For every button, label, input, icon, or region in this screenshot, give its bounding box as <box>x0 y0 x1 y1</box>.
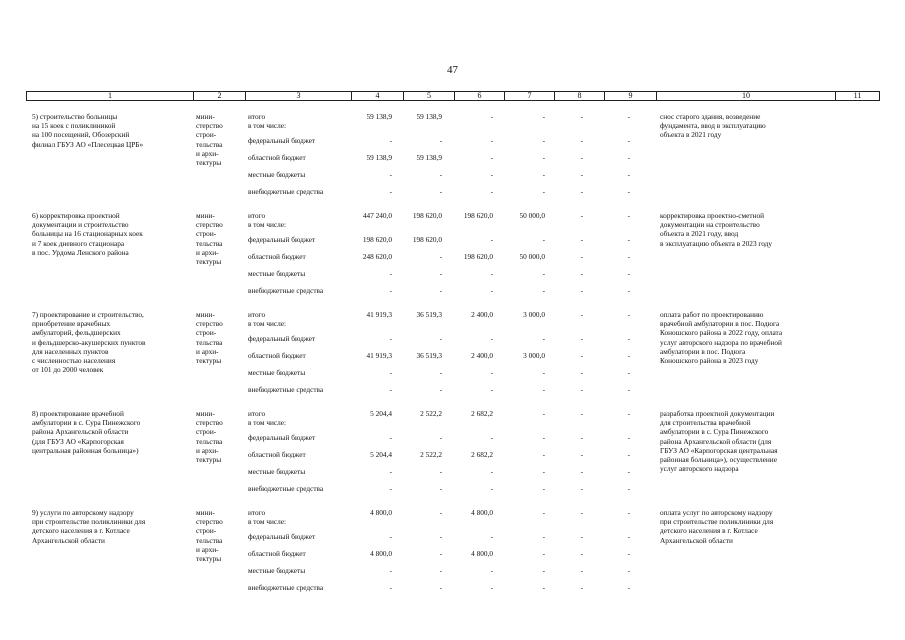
funding-value: - <box>627 467 630 476</box>
table-row <box>26 409 880 504</box>
funding-source-label: местные бюджеты <box>248 566 306 575</box>
funding-value: - <box>490 112 493 121</box>
funding-value: - <box>627 566 630 575</box>
funding-value: - <box>389 187 392 196</box>
funding-value: - <box>439 433 442 442</box>
funding-value: - <box>490 153 493 162</box>
header-col-4: 4 <box>351 92 403 100</box>
funding-value: - <box>439 334 442 343</box>
funding-value: - <box>542 566 545 575</box>
funding-value: - <box>627 235 630 244</box>
funding-value: - <box>542 136 545 145</box>
funding-value: 5 204,4 <box>370 409 392 418</box>
funding-value: - <box>580 351 583 360</box>
funding-value: 2 400,0 <box>471 310 493 319</box>
funding-value: - <box>389 433 392 442</box>
funding-value: - <box>439 170 442 179</box>
funding-source-label: местные бюджеты <box>248 368 306 377</box>
funding-value: - <box>542 409 545 418</box>
funding-source-label: областной бюджет <box>248 351 306 360</box>
funding-value: - <box>627 508 630 517</box>
header-col-2: 2 <box>193 92 245 100</box>
funding-value: - <box>389 484 392 493</box>
funding-value: - <box>627 170 630 179</box>
funding-value: - <box>627 310 630 319</box>
measure-name: 7) проектирование и строительство, приобретение врачебных амбулаторий, фельдшерских и фельдшерско-акушерских пунктов для населенных пунктов с численностью населения от 101 до 2000 человек <box>32 310 146 375</box>
funding-value: - <box>490 187 493 196</box>
funding-value: 447 240,0 <box>362 211 392 220</box>
funding-value: 36 519,3 <box>416 310 442 319</box>
funding-value: - <box>439 269 442 278</box>
funding-value: - <box>490 286 493 295</box>
funding-value: - <box>580 583 583 592</box>
funding-value: - <box>389 385 392 394</box>
funding-value: - <box>389 170 392 179</box>
funding-value: - <box>580 508 583 517</box>
funding-value: - <box>542 508 545 517</box>
measure-name: 8) проектирование врачебной амбулатории в с. Сура Пинежского района Архангельской области (для ГБУЗ АО «Карпогорская центральная районная больница») <box>32 409 141 455</box>
funding-source-label: итого в том числе: <box>248 112 287 130</box>
funding-value: - <box>580 450 583 459</box>
funding-value: - <box>439 508 442 517</box>
funding-source-label: областной бюджет <box>248 450 306 459</box>
funding-value: 50 000,0 <box>519 252 545 261</box>
funding-value: - <box>490 235 493 244</box>
funding-value: - <box>580 269 583 278</box>
funding-value: - <box>389 583 392 592</box>
funding-value: - <box>389 269 392 278</box>
funding-source-label: внебюджетные средства <box>248 286 324 295</box>
funding-value: - <box>580 310 583 319</box>
expected-result: разработка проектной документации для строительства врачебной амбулатории в с. Сура Пинежского района Архангельской области (для ГБУЗ АО «Карпогорская центральная районная больница»), осуществление услуг авторского надзора <box>660 409 778 474</box>
funding-source-label: внебюджетные средства <box>248 187 324 196</box>
funding-value: - <box>627 433 630 442</box>
funding-value: - <box>439 286 442 295</box>
funding-source-label: федеральный бюджет <box>248 334 316 343</box>
funding-source-label: федеральный бюджет <box>248 235 316 244</box>
measure-name: 9) услуги по авторскому надзору при строительстве поликлиники для детского населения в г. Котласе Архангельской области <box>32 508 146 545</box>
funding-value: 41 919,3 <box>366 310 392 319</box>
table-row <box>26 112 880 207</box>
funding-value: - <box>389 286 392 295</box>
funding-value: - <box>389 467 392 476</box>
table-row <box>26 211 880 306</box>
funding-value: - <box>627 286 630 295</box>
funding-source-label: местные бюджеты <box>248 269 306 278</box>
funding-value: - <box>439 467 442 476</box>
funding-value: - <box>490 368 493 377</box>
measure-name: 6) корректировка проектной документации и строительство больницы на 16 стационарных коек и 7 коек дневного стационара в пос. Урдома Ленского района <box>32 211 143 257</box>
funding-value: - <box>580 368 583 377</box>
funding-source-label: внебюджетные средства <box>248 484 324 493</box>
funding-value: - <box>580 385 583 394</box>
measure-name: 5) строительство больницы на 15 коек с поликлиникой на 100 посещений, Обозерский филиал ГБУЗ АО «Плесецкая ЦРБ» <box>32 112 144 149</box>
funding-value: 59 138,9 <box>366 112 392 121</box>
funding-value: - <box>389 136 392 145</box>
funding-value: - <box>439 187 442 196</box>
table-row <box>26 508 880 603</box>
expected-result: снос старого здания, возведение фундамента, ввод в эксплуатацию объекта в 2021 году <box>660 112 766 140</box>
header-col-3: 3 <box>245 92 351 100</box>
funding-value: - <box>542 334 545 343</box>
funding-value: - <box>490 269 493 278</box>
funding-value: 36 519,3 <box>416 351 442 360</box>
funding-value: 50 000,0 <box>519 211 545 220</box>
funding-value: 2 522,2 <box>420 409 442 418</box>
funding-value: - <box>542 269 545 278</box>
funding-source-label: местные бюджеты <box>248 170 306 179</box>
funding-value: - <box>580 235 583 244</box>
header-col-7: 7 <box>504 92 554 100</box>
funding-source-label: внебюджетные средства <box>248 385 324 394</box>
funding-source-label: областной бюджет <box>248 153 306 162</box>
funding-value: - <box>580 187 583 196</box>
funding-value: - <box>542 433 545 442</box>
funding-value: 198 620,0 <box>412 235 442 244</box>
funding-value: 41 919,3 <box>366 351 392 360</box>
funding-value: - <box>490 136 493 145</box>
funding-value: 2 400,0 <box>471 351 493 360</box>
funding-value: - <box>439 136 442 145</box>
funding-value: - <box>389 334 392 343</box>
funding-value: - <box>439 566 442 575</box>
funding-source-label: местные бюджеты <box>248 467 306 476</box>
funding-value: 59 138,9 <box>416 153 442 162</box>
funding-value: - <box>542 286 545 295</box>
funding-value: - <box>580 467 583 476</box>
header-col-1: 1 <box>108 91 112 100</box>
funding-value: - <box>580 153 583 162</box>
funding-value: - <box>542 450 545 459</box>
funding-value: - <box>580 334 583 343</box>
funding-value: - <box>627 484 630 493</box>
funding-value: 198 620,0 <box>412 211 442 220</box>
funding-value: - <box>627 187 630 196</box>
funding-value: 4 800,0 <box>471 549 493 558</box>
funding-value: - <box>627 450 630 459</box>
funding-value: 4 800,0 <box>370 549 392 558</box>
funding-value: - <box>627 532 630 541</box>
funding-value: - <box>389 566 392 575</box>
funding-value: - <box>627 252 630 261</box>
header-col-10: 10 <box>656 92 835 100</box>
funding-value: - <box>542 235 545 244</box>
funding-value: - <box>580 409 583 418</box>
funding-value: 5 204,4 <box>370 450 392 459</box>
header-col-11: 11 <box>835 92 879 100</box>
funding-value: - <box>490 385 493 394</box>
funding-value: - <box>580 112 583 121</box>
funding-value: - <box>439 368 442 377</box>
funding-value: - <box>627 409 630 418</box>
header-col-9: 9 <box>604 92 656 100</box>
funding-value: - <box>542 112 545 121</box>
funding-value: - <box>627 269 630 278</box>
funding-value: - <box>627 385 630 394</box>
funding-value: - <box>439 484 442 493</box>
funding-value: - <box>580 566 583 575</box>
funding-value: 4 800,0 <box>370 508 392 517</box>
funding-value: - <box>627 549 630 558</box>
funding-value: 2 682,2 <box>471 409 493 418</box>
funding-value: - <box>542 484 545 493</box>
funding-value: 198 620,0 <box>362 235 392 244</box>
funding-value: - <box>542 153 545 162</box>
funding-source-label: итого в том числе: <box>248 409 287 427</box>
funding-value: - <box>439 252 442 261</box>
funding-value: - <box>439 583 442 592</box>
header-col-8: 8 <box>554 92 604 100</box>
funding-value: - <box>627 334 630 343</box>
funding-value: - <box>580 252 583 261</box>
page-number: 47 <box>447 64 458 76</box>
funding-value: 3 000,0 <box>523 310 545 319</box>
funding-value: - <box>580 484 583 493</box>
funding-source-label: итого в том числе: <box>248 508 287 526</box>
funding-value: - <box>627 368 630 377</box>
funding-value: - <box>580 549 583 558</box>
funding-value: 198 620,0 <box>463 211 493 220</box>
funding-source-label: областной бюджет <box>248 549 306 558</box>
funding-value: 3 000,0 <box>523 351 545 360</box>
funding-value: - <box>627 153 630 162</box>
funding-value: - <box>490 467 493 476</box>
funding-value: 59 138,9 <box>366 153 392 162</box>
expected-result: оплата услуг по авторскому надзору при строительстве поликлиники для детского населения в г. Котласе Архангельской области <box>660 508 774 545</box>
funding-value: - <box>627 136 630 145</box>
funding-source-label: итого в том числе: <box>248 211 287 229</box>
funding-value: 2 522,2 <box>420 450 442 459</box>
funding-value: - <box>580 211 583 220</box>
funding-source-label: областной бюджет <box>248 252 306 261</box>
funding-value: - <box>490 583 493 592</box>
funding-value: - <box>439 549 442 558</box>
responsible-executor: мини- стерство строи- тельства и архи- тектуры <box>196 112 223 168</box>
funding-value: - <box>542 170 545 179</box>
funding-value: - <box>389 368 392 377</box>
funding-value: - <box>542 549 545 558</box>
table-row <box>26 310 880 405</box>
funding-value: - <box>580 433 583 442</box>
funding-value: - <box>542 385 545 394</box>
funding-value: 198 620,0 <box>463 252 493 261</box>
responsible-executor: мини- стерство строи- тельства и архи- тектуры <box>196 508 223 564</box>
funding-value: - <box>490 484 493 493</box>
funding-value: - <box>627 583 630 592</box>
header-col-5: 5 <box>403 92 454 100</box>
funding-value: 248 620,0 <box>362 252 392 261</box>
funding-value: - <box>389 532 392 541</box>
funding-value: - <box>542 583 545 592</box>
responsible-executor: мини- стерство строи- тельства и архи- тектуры <box>196 310 223 366</box>
expected-result: оплата работ по проектированию врачебной амбулатории в пос. Подюга Коношского района в 2022 году, оплата услуг авторского надзора по врачебной амбулатории в пос. Подюга Коношского района в 2023 году <box>660 310 783 366</box>
funding-source-label: федеральный бюджет <box>248 433 316 442</box>
funding-value: - <box>580 286 583 295</box>
funding-value: - <box>490 532 493 541</box>
responsible-executor: мини- стерство строи- тельства и архи- тектуры <box>196 211 223 267</box>
funding-value: 2 682,2 <box>471 450 493 459</box>
funding-source-label: федеральный бюджет <box>248 532 316 541</box>
funding-source-label: внебюджетные средства <box>248 583 324 592</box>
funding-value: - <box>439 532 442 541</box>
responsible-executor: мини- стерство строи- тельства и архи- тектуры <box>196 409 223 465</box>
header-col-6: 6 <box>454 92 504 100</box>
funding-value: - <box>490 170 493 179</box>
funding-value: - <box>580 170 583 179</box>
funding-value: - <box>490 433 493 442</box>
funding-value: - <box>490 334 493 343</box>
funding-value: - <box>580 136 583 145</box>
funding-value: - <box>627 112 630 121</box>
funding-value: - <box>627 211 630 220</box>
funding-value: - <box>542 532 545 541</box>
funding-value: - <box>580 532 583 541</box>
funding-source-label: итого в том числе: <box>248 310 287 328</box>
funding-value: - <box>490 566 493 575</box>
funding-value: - <box>542 187 545 196</box>
funding-value: - <box>439 385 442 394</box>
table-header <box>26 91 880 101</box>
funding-value: - <box>627 351 630 360</box>
funding-value: 4 800,0 <box>471 508 493 517</box>
funding-source-label: федеральный бюджет <box>248 136 316 145</box>
funding-value: - <box>542 467 545 476</box>
funding-value: 59 138,9 <box>416 112 442 121</box>
expected-result: корректировка проектно-сметной документации на строительство объекта в 2021 году, ввод в эксплуатацию объекта в 2023 году <box>660 211 773 248</box>
funding-value: - <box>542 368 545 377</box>
